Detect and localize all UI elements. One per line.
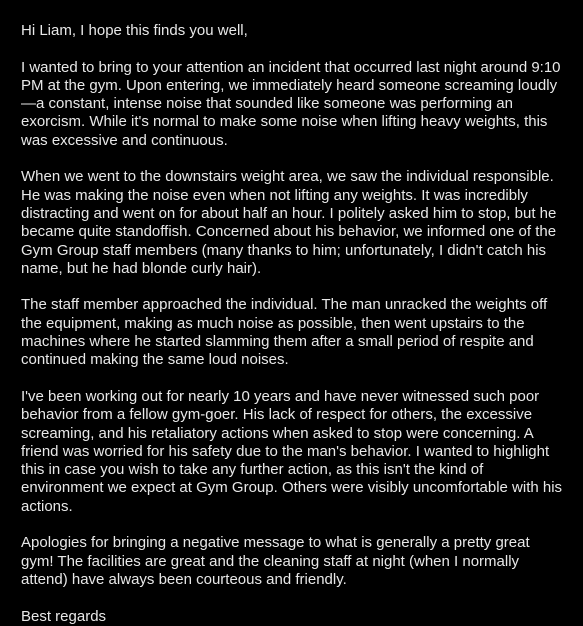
paragraph-staff-response: The staff member approached the individual. The man unracked the weights off the equipment, making as much noise as possible, then went upstairs to the machines where he started slamming them after a small period of respite and continued making the same loud noises. — [21, 296, 548, 369]
paragraph-apology: Apologies for bringing a negative message to what is generally a pretty great gym! The facilities are great and the cleaning staff at night (when I normally attend) have always been courteous and friendly. — [21, 534, 530, 588]
message-body — [21, 22, 576, 626]
paragraph-incident: I wanted to bring to your attention an incident that occurred last night around 9:10 PM at the gym. Upon entering, we immediately heard someone screaming loudly —a constant, intense noise that sounded like someone was performing an exorcism. While it's normal to make some noise when lifting heavy weights, this was excessive and continuous. — [21, 58, 561, 149]
greeting: Hi Liam, I hope this finds you well, — [21, 22, 248, 39]
paragraph-concern: I've been working out for nearly 10 years and have never witnessed such poor behavior from a fellow gym-goer. His lack of respect for others, the excessive screaming, and his retaliatory actions when asked to stop were concerning. A friend was worried for his safety due to the man's behavior. I wanted to highlight this in case you wish to take any further action, as this isn't the kind of environment we expect at Gym Group. Others were visibly uncomfortable with his actions. — [21, 387, 563, 515]
paragraph-individual: When we went to the downstairs weight area, we saw the individual responsible. He was making the noise even when not lifting any weights. It was incredibly distracting and went on for about half an hour. I politely asked him to stop, but he became quite standoffish. Concerned about his behavior, we informed one of the Gym Group staff members (many thanks to him; unfortunately, I didn't catch his name, but he had blonde curly hair). — [21, 168, 557, 277]
signoff: Best regards — [21, 607, 107, 625]
